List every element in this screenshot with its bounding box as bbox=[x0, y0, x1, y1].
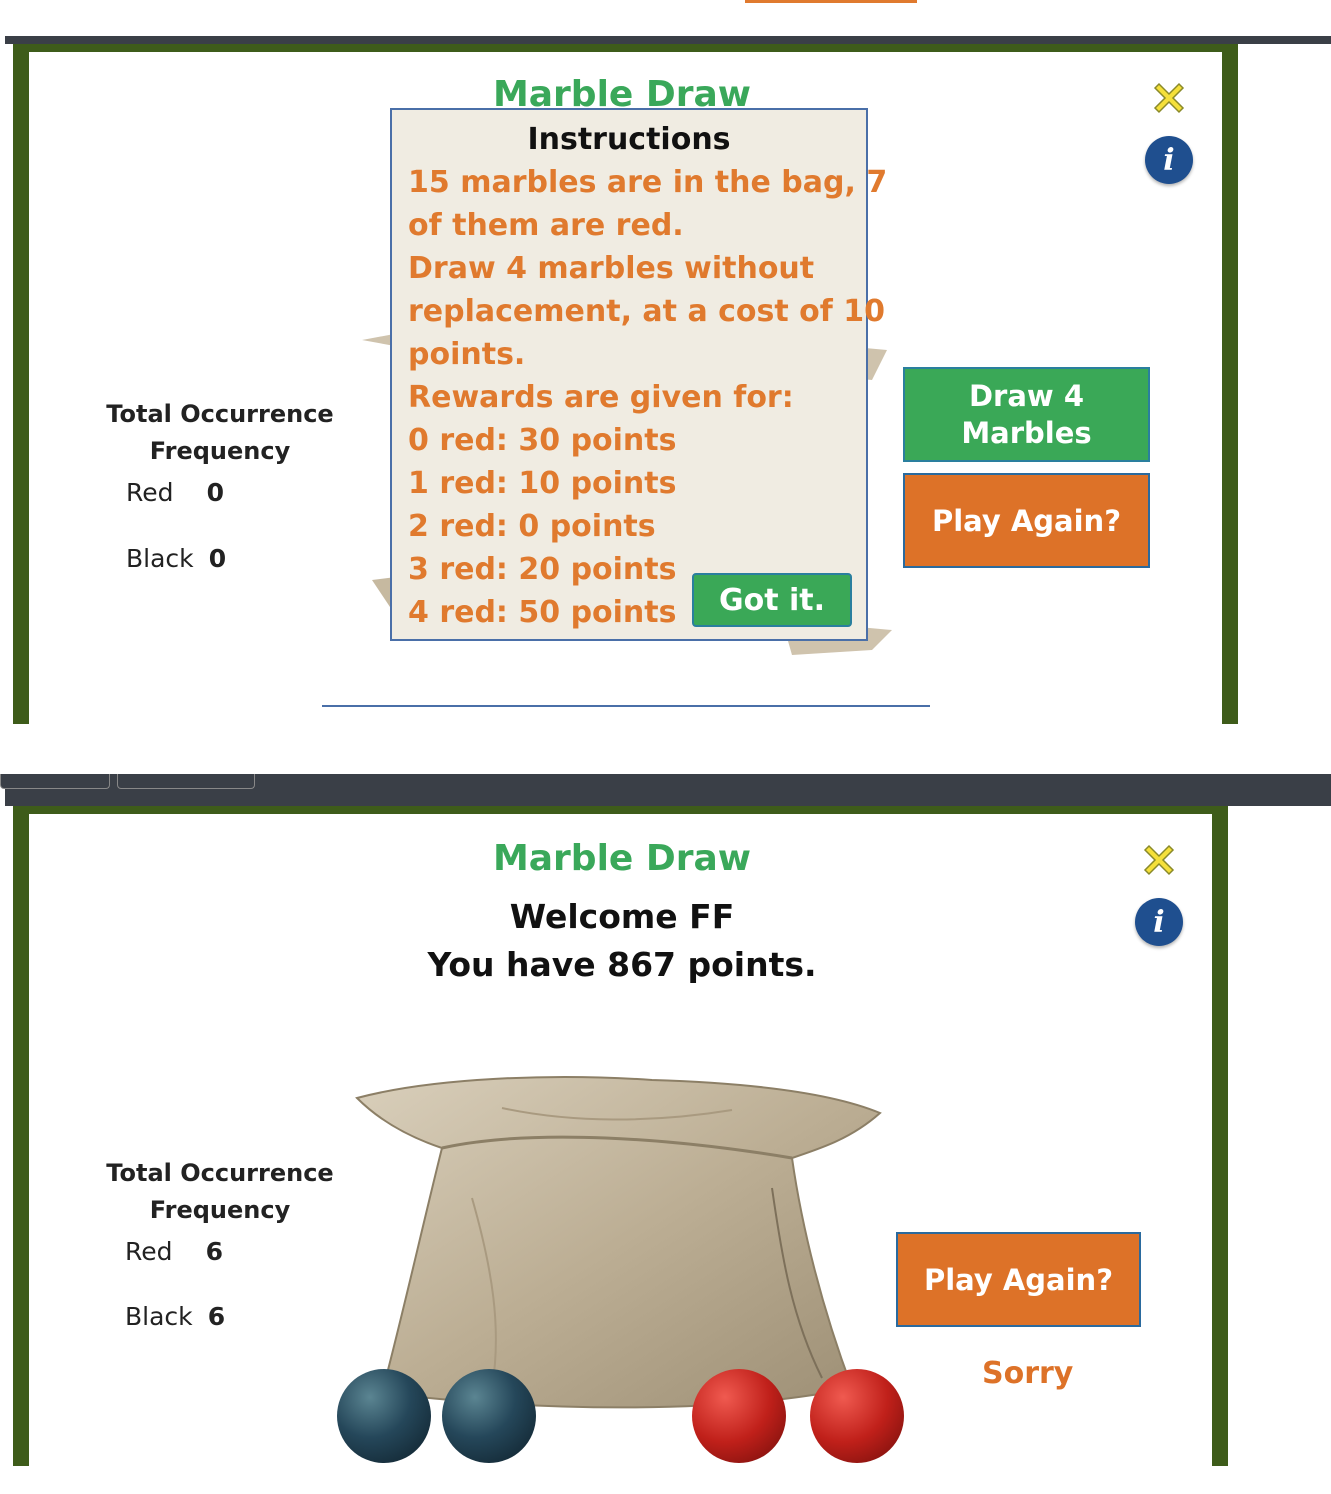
points-balance: You have 867 points. bbox=[427, 945, 817, 984]
play-again-button[interactable]: Play Again? bbox=[903, 473, 1150, 568]
browser-tab[interactable] bbox=[0, 774, 110, 789]
black-marble bbox=[442, 1369, 536, 1463]
red-label: Red bbox=[125, 1237, 173, 1266]
got-it-button[interactable]: Got it. bbox=[692, 573, 852, 627]
browser-tab[interactable] bbox=[117, 774, 255, 789]
reward-line: 1 red: 10 points bbox=[408, 466, 677, 501]
instruction-line: replacement, at a cost of 10 bbox=[408, 294, 886, 329]
black-label: Black bbox=[125, 1302, 193, 1331]
red-count-row bbox=[125, 1237, 223, 1266]
occurrence-stats bbox=[100, 396, 340, 470]
info-icon[interactable]: i bbox=[1145, 136, 1193, 184]
black-label: Black bbox=[126, 544, 194, 573]
stats-heading-line1: Total Occurrence bbox=[106, 400, 334, 428]
black-value: 0 bbox=[208, 544, 227, 573]
browser-toolbar bbox=[5, 36, 1331, 44]
red-value: 6 bbox=[205, 1237, 223, 1266]
divider-line bbox=[322, 705, 930, 707]
sack-icon bbox=[352, 1068, 882, 1418]
red-count-row bbox=[126, 478, 224, 507]
reward-line: 4 red: 50 points bbox=[408, 595, 677, 630]
instruction-line: of them are red. bbox=[408, 208, 684, 243]
instruction-line: points. bbox=[408, 337, 526, 372]
reward-line: 0 red: 30 points bbox=[408, 423, 677, 458]
black-value: 6 bbox=[207, 1302, 226, 1331]
close-x-icon[interactable] bbox=[1149, 78, 1189, 118]
app-title: Marble Draw bbox=[492, 838, 752, 879]
app-title: Marble Draw bbox=[492, 74, 752, 108]
info-icon[interactable]: i bbox=[1135, 898, 1183, 946]
instruction-line: 15 marbles are in the bag, 7 bbox=[408, 165, 888, 200]
instructions-title: Instructions bbox=[527, 122, 731, 157]
black-count-row bbox=[126, 544, 226, 573]
play-again-button[interactable]: Play Again? bbox=[896, 1232, 1141, 1327]
instruction-line: Draw 4 marbles without bbox=[408, 251, 815, 286]
result-message: Sorry bbox=[982, 1356, 1074, 1391]
instruction-line: Rewards are given for: bbox=[408, 380, 794, 415]
red-marble bbox=[692, 1369, 786, 1463]
red-label: Red bbox=[126, 478, 174, 507]
welcome-message bbox=[400, 893, 844, 989]
red-value: 0 bbox=[206, 478, 224, 507]
close-x-icon[interactable] bbox=[1139, 840, 1179, 880]
black-marble bbox=[337, 1369, 431, 1463]
black-count-row bbox=[125, 1302, 225, 1331]
instructions-dialog bbox=[390, 108, 888, 641]
red-marble bbox=[810, 1369, 904, 1463]
stats-heading-line2: Frequency bbox=[149, 437, 291, 465]
reward-line: 2 red: 0 points bbox=[408, 509, 656, 544]
welcome-user: Welcome FF bbox=[509, 897, 735, 936]
occurrence-stats bbox=[100, 1155, 340, 1229]
draw-marbles-button[interactable]: Draw 4 Marbles bbox=[903, 367, 1150, 462]
reward-line: 3 red: 20 points bbox=[408, 552, 677, 587]
top-orange-tab bbox=[745, 0, 917, 3]
stats-heading-line2: Frequency bbox=[149, 1196, 291, 1224]
stats-heading-line1: Total Occurrence bbox=[106, 1159, 334, 1187]
